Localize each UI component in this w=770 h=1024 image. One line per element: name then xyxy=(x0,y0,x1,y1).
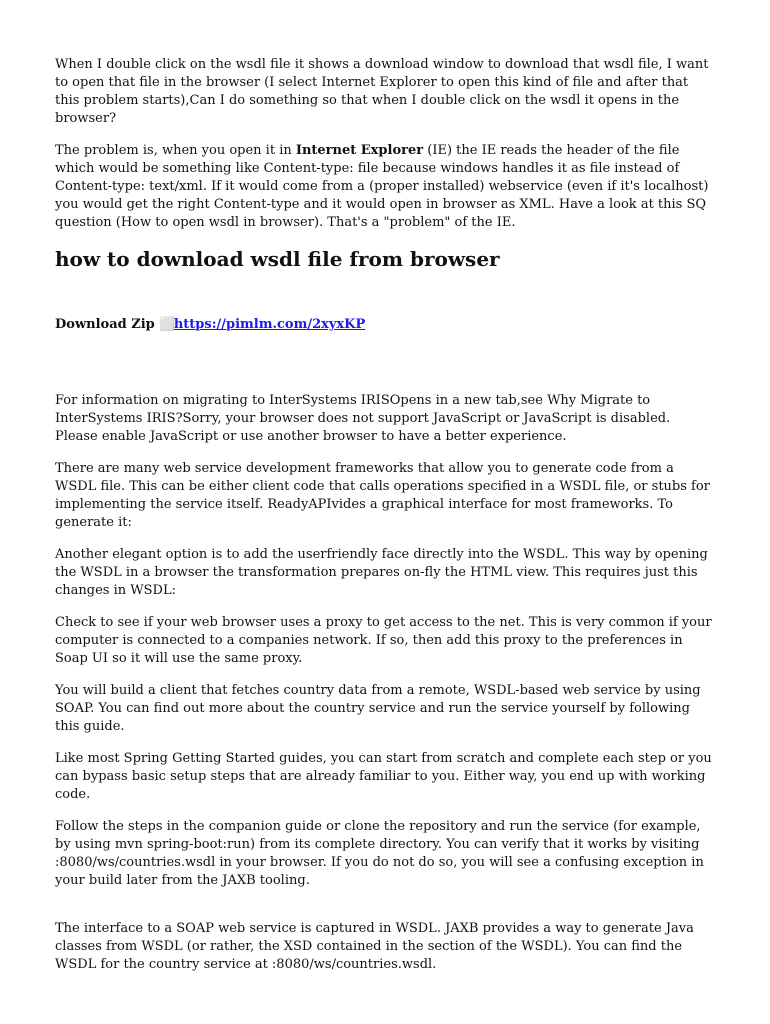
ie-paragraph-after: (IE) the IE reads the header of the file which would be something like Content-type: file because windows handles it as file instead of Content-type: text/xml. If it would come from a (proper installed) webservice (even if it's localhost) you would get the right Content-type and it would open in browser as XML. Have a look at this SQ question (How to open wsdl in browser). That's a "problem" of the IE. xyxy=(55,143,709,230)
download-link[interactable]: https://pimlm.com/2xyxKP xyxy=(173,317,366,332)
download-box-icon: ⬜ xyxy=(159,317,176,332)
paragraph-migration: For information on migrating to InterSystems IRISOpens in a new tab,see Why Migrate to InterSystems IRIS?Sorry, your browser does not support JavaScript or JavaScript is disabled. Please enable JavaScript or use another browser to have a better experience. xyxy=(55,393,671,444)
ie-paragraph xyxy=(55,142,715,232)
page-heading: how to download wsdl file from browser xyxy=(55,247,500,271)
ie-paragraph-bold: Internet Explorer xyxy=(295,143,424,158)
paragraph-userfriendly: Another elegant option is to add the userfriendly face directly into the WSDL. This way by opening the WSDL in a browser the transformation prepares on-fly the HTML view. This requires just this changes in WSDL: xyxy=(55,547,708,598)
download-label: Download Zip xyxy=(55,317,155,332)
paragraph-steps: Follow the steps in the companion guide or clone the repository and run the service (for example, by using mvn spring-boot:run) from its complete directory. You can verify that it works by visiting :8080/ws/countries.wsdl in your browser. If you do not do so, you will see a confusing exception in your build later from the JAXB tooling. xyxy=(55,819,704,888)
download-line xyxy=(55,316,715,334)
ie-paragraph-before: The problem is, when you open it in xyxy=(55,143,296,158)
paragraph-frameworks: There are many web service development frameworks that allow you to generate code from a WSDL file. This can be either client code that calls operations specified in a WSDL file, or stubs for implementing the service itself. ReadyAPIvides a graphical interface for most frameworks. To generate it: xyxy=(55,461,710,530)
paragraph-proxy: Check to see if your web browser uses a proxy to get access to the net. This is very common if your computer is connected to a companies network. If so, then add this proxy to the preferences in Soap UI so it will use the same proxy. xyxy=(55,615,712,666)
intro-paragraph: When I double click on the wsdl file it shows a download window to download that wsdl file, I want to open that file in the browser (I select Internet Explorer to open this kind of file and after that this problem starts),Can I do something so that when I double click on the wsdl it opens in the browser? xyxy=(55,57,709,126)
paragraph-interface: The interface to a SOAP web service is captured in WSDL. JAXB provides a way to generate Java classes from WSDL (or rather, the XSD contained in the section of the WSDL). You can find the WSDL for the country service at :8080/ws/countries.wsdl. xyxy=(55,921,694,972)
body-paragraphs xyxy=(55,392,715,890)
paragraph-spring: Like most Spring Getting Started guides, you can start from scratch and complete each step or you can bypass basic setup steps that are already familiar to you. Either way, you end up with working code. xyxy=(55,751,712,802)
document-page xyxy=(55,56,715,974)
paragraph-client: You will build a client that fetches country data from a remote, WSDL-based web service by using SOAP. You can find out more about the country service and run the service yourself by following this guide. xyxy=(55,683,701,734)
